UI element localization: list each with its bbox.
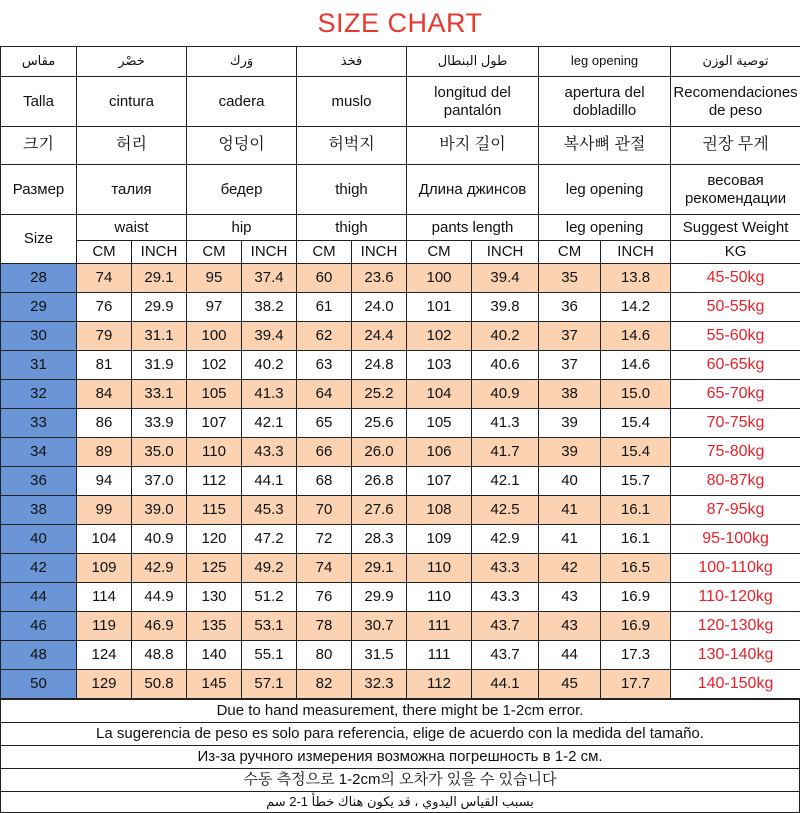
header-size-english: Size	[1, 215, 77, 264]
hip-in-cell: 37.4	[242, 264, 297, 293]
hip-cm-cell: 140	[187, 641, 242, 670]
chart-title: SIZE CHART	[0, 0, 800, 46]
leg-cm-cell: 41	[539, 496, 601, 525]
len-cm-cell: 112	[407, 670, 472, 699]
hip-in-cell: 41.3	[242, 380, 297, 409]
header-leg-opening-english: leg opening	[539, 215, 671, 241]
hip-in-cell: 57.1	[242, 670, 297, 699]
thigh-in-cell: 29.9	[352, 583, 407, 612]
waist-in-cell: 31.9	[132, 351, 187, 380]
size-cell: 42	[1, 554, 77, 583]
size-cell: 31	[1, 351, 77, 380]
thigh-in-cell: 24.8	[352, 351, 407, 380]
leg-cm-cell: 41	[539, 525, 601, 554]
len-in-cell: 43.7	[472, 641, 539, 670]
hip-in-cell: 42.1	[242, 409, 297, 438]
leg-cm-cell: 37	[539, 351, 601, 380]
hip-in-cell: 53.1	[242, 612, 297, 641]
len-in-cell: 43.7	[472, 612, 539, 641]
unit-row	[1, 241, 800, 264]
thigh-cm-cell: 72	[297, 525, 352, 554]
thigh-cm-cell: 78	[297, 612, 352, 641]
header-waist-spanish: cintura	[77, 77, 187, 127]
header-hip-korean: 엉덩이	[187, 127, 297, 165]
leg-in-cell: 17.7	[601, 670, 671, 699]
hip-in-cell: 38.2	[242, 293, 297, 322]
leg-cm-cell: 42	[539, 554, 601, 583]
header-pants-length-korean: 바지 길이	[407, 127, 539, 165]
hip-in-cell: 49.2	[242, 554, 297, 583]
thigh-cm-cell: 64	[297, 380, 352, 409]
size-row	[1, 583, 800, 612]
unit-inch-label: INCH	[601, 241, 671, 264]
size-cell: 50	[1, 670, 77, 699]
thigh-cm-cell: 74	[297, 554, 352, 583]
thigh-in-cell: 28.3	[352, 525, 407, 554]
unit-inch-label: INCH	[472, 241, 539, 264]
thigh-cm-cell: 68	[297, 467, 352, 496]
len-cm-cell: 110	[407, 583, 472, 612]
thigh-in-cell: 26.8	[352, 467, 407, 496]
waist-cm-cell: 104	[77, 525, 132, 554]
thigh-cm-cell: 76	[297, 583, 352, 612]
thigh-in-cell: 24.0	[352, 293, 407, 322]
suggest-weight-cell: 120-130kg	[671, 612, 800, 641]
header-suggest-weight-english: Suggest Weight	[671, 215, 800, 241]
hip-in-cell: 39.4	[242, 322, 297, 351]
hip-in-cell: 51.2	[242, 583, 297, 612]
len-cm-cell: 106	[407, 438, 472, 467]
len-cm-cell: 105	[407, 409, 472, 438]
size-cell: 33	[1, 409, 77, 438]
size-row	[1, 525, 800, 554]
thigh-cm-cell: 61	[297, 293, 352, 322]
leg-cm-cell: 35	[539, 264, 601, 293]
waist-cm-cell: 81	[77, 351, 132, 380]
thigh-in-cell: 29.1	[352, 554, 407, 583]
header-row-russian	[1, 165, 800, 215]
suggest-weight-cell: 70-75kg	[671, 409, 800, 438]
waist-in-cell: 29.1	[132, 264, 187, 293]
leg-cm-cell: 43	[539, 612, 601, 641]
leg-in-cell: 16.9	[601, 583, 671, 612]
waist-in-cell: 42.9	[132, 554, 187, 583]
size-cell: 29	[1, 293, 77, 322]
suggest-weight-cell: 50-55kg	[671, 293, 800, 322]
thigh-cm-cell: 60	[297, 264, 352, 293]
len-cm-cell: 100	[407, 264, 472, 293]
leg-in-cell: 16.9	[601, 612, 671, 641]
thigh-in-cell: 31.5	[352, 641, 407, 670]
hip-cm-cell: 110	[187, 438, 242, 467]
leg-in-cell: 13.8	[601, 264, 671, 293]
header-leg-opening-korean: 복사뼈 관절	[539, 127, 671, 165]
len-cm-cell: 111	[407, 612, 472, 641]
hip-cm-cell: 125	[187, 554, 242, 583]
waist-cm-cell: 86	[77, 409, 132, 438]
header-suggest-weight-russian: весовая рекомендации	[671, 165, 800, 215]
len-in-cell: 43.3	[472, 583, 539, 612]
header-size-spanish: Talla	[1, 77, 77, 127]
leg-in-cell: 15.4	[601, 438, 671, 467]
len-in-cell: 40.6	[472, 351, 539, 380]
size-cell: 38	[1, 496, 77, 525]
header-size-korean: 크기	[1, 127, 77, 165]
leg-cm-cell: 37	[539, 322, 601, 351]
len-cm-cell: 104	[407, 380, 472, 409]
header-hip-russian: бедер	[187, 165, 297, 215]
size-cell: 28	[1, 264, 77, 293]
header-leg-opening-arabic: leg opening	[539, 47, 671, 77]
header-thigh-arabic: فخذ	[297, 47, 407, 77]
waist-cm-cell: 124	[77, 641, 132, 670]
suggest-weight-cell: 140-150kg	[671, 670, 800, 699]
thigh-in-cell: 23.6	[352, 264, 407, 293]
header-suggest-weight-arabic: توصية الوزن	[671, 47, 800, 77]
waist-in-cell: 46.9	[132, 612, 187, 641]
leg-cm-cell: 36	[539, 293, 601, 322]
thigh-cm-cell: 80	[297, 641, 352, 670]
hip-in-cell: 45.3	[242, 496, 297, 525]
header-leg-opening-spanish: apertura del dobladillo	[539, 77, 671, 127]
hip-cm-cell: 120	[187, 525, 242, 554]
hip-cm-cell: 95	[187, 264, 242, 293]
thigh-cm-cell: 70	[297, 496, 352, 525]
hip-cm-cell: 135	[187, 612, 242, 641]
size-row	[1, 293, 800, 322]
header-pants-length-english: pants length	[407, 215, 539, 241]
header-waist-russian: талия	[77, 165, 187, 215]
len-cm-cell: 107	[407, 467, 472, 496]
hip-cm-cell: 112	[187, 467, 242, 496]
size-row	[1, 264, 800, 293]
hip-in-cell: 43.3	[242, 438, 297, 467]
unit-cm-label: CM	[77, 241, 132, 264]
len-in-cell: 41.3	[472, 409, 539, 438]
leg-in-cell: 17.3	[601, 641, 671, 670]
thigh-cm-cell: 82	[297, 670, 352, 699]
suggest-weight-cell: 100-110kg	[671, 554, 800, 583]
header-waist-english: waist	[77, 215, 187, 241]
size-cell: 30	[1, 322, 77, 351]
leg-cm-cell: 38	[539, 380, 601, 409]
note-line: Due to hand measurement, there might be 1-2cm error.	[1, 700, 800, 723]
unit-kg-label: KG	[671, 241, 800, 264]
hip-cm-cell: 105	[187, 380, 242, 409]
hip-cm-cell: 100	[187, 322, 242, 351]
suggest-weight-cell: 95-100kg	[671, 525, 800, 554]
notes-table	[0, 699, 800, 813]
thigh-in-cell: 25.2	[352, 380, 407, 409]
size-cell: 44	[1, 583, 77, 612]
waist-cm-cell: 79	[77, 322, 132, 351]
waist-cm-cell: 114	[77, 583, 132, 612]
size-cell: 36	[1, 467, 77, 496]
len-cm-cell: 101	[407, 293, 472, 322]
leg-cm-cell: 40	[539, 467, 601, 496]
header-thigh-english: thigh	[297, 215, 407, 241]
header-pants-length-arabic: طول البنطال	[407, 47, 539, 77]
size-row	[1, 322, 800, 351]
leg-in-cell: 15.4	[601, 409, 671, 438]
unit-inch-label: INCH	[132, 241, 187, 264]
unit-inch-label: INCH	[352, 241, 407, 264]
note-line: بسبب القياس اليدوي ، قد يكون هناك خطأ 1-2 سم	[1, 792, 800, 813]
len-cm-cell: 109	[407, 525, 472, 554]
size-row	[1, 351, 800, 380]
header-leg-opening-russian: leg opening	[539, 165, 671, 215]
suggest-weight-cell: 110-120kg	[671, 583, 800, 612]
leg-in-cell: 16.1	[601, 525, 671, 554]
size-chart-table	[0, 46, 800, 699]
unit-inch-label: INCH	[242, 241, 297, 264]
len-cm-cell: 102	[407, 322, 472, 351]
len-in-cell: 42.5	[472, 496, 539, 525]
hip-in-cell: 44.1	[242, 467, 297, 496]
thigh-in-cell: 24.4	[352, 322, 407, 351]
thigh-cm-cell: 62	[297, 322, 352, 351]
hip-cm-cell: 145	[187, 670, 242, 699]
len-in-cell: 43.3	[472, 554, 539, 583]
size-row	[1, 554, 800, 583]
thigh-in-cell: 32.3	[352, 670, 407, 699]
header-thigh-russian: thigh	[297, 165, 407, 215]
thigh-in-cell: 27.6	[352, 496, 407, 525]
size-row	[1, 438, 800, 467]
thigh-cm-cell: 66	[297, 438, 352, 467]
len-in-cell: 40.2	[472, 322, 539, 351]
leg-cm-cell: 43	[539, 583, 601, 612]
header-hip-spanish: cadera	[187, 77, 297, 127]
size-row	[1, 467, 800, 496]
suggest-weight-cell: 130-140kg	[671, 641, 800, 670]
len-in-cell: 39.8	[472, 293, 539, 322]
size-row	[1, 641, 800, 670]
waist-cm-cell: 119	[77, 612, 132, 641]
size-row	[1, 670, 800, 699]
hip-cm-cell: 102	[187, 351, 242, 380]
header-suggest-weight-spanish: Recomendaciones de peso	[671, 77, 800, 127]
size-cell: 48	[1, 641, 77, 670]
waist-cm-cell: 99	[77, 496, 132, 525]
waist-in-cell: 31.1	[132, 322, 187, 351]
suggest-weight-cell: 65-70kg	[671, 380, 800, 409]
suggest-weight-cell: 87-95kg	[671, 496, 800, 525]
note-line: La sugerencia de peso es solo para referencia, elige de acuerdo con la medida del tamaño.	[1, 723, 800, 746]
waist-cm-cell: 89	[77, 438, 132, 467]
thigh-cm-cell: 63	[297, 351, 352, 380]
leg-in-cell: 16.5	[601, 554, 671, 583]
len-in-cell: 41.7	[472, 438, 539, 467]
leg-in-cell: 16.1	[601, 496, 671, 525]
hip-cm-cell: 107	[187, 409, 242, 438]
waist-cm-cell: 109	[77, 554, 132, 583]
len-in-cell: 40.9	[472, 380, 539, 409]
size-cell: 40	[1, 525, 77, 554]
waist-cm-cell: 74	[77, 264, 132, 293]
waist-in-cell: 33.1	[132, 380, 187, 409]
waist-in-cell: 48.8	[132, 641, 187, 670]
hip-in-cell: 55.1	[242, 641, 297, 670]
size-cell: 46	[1, 612, 77, 641]
note-line: Из-за ручного измерения возможна погрешность в 1-2 см.	[1, 746, 800, 769]
waist-in-cell: 37.0	[132, 467, 187, 496]
suggest-weight-cell: 55-60kg	[671, 322, 800, 351]
leg-in-cell: 15.0	[601, 380, 671, 409]
header-pants-length-russian: Длина джинсов	[407, 165, 539, 215]
header-thigh-korean: 허벅지	[297, 127, 407, 165]
unit-cm-label: CM	[407, 241, 472, 264]
leg-cm-cell: 39	[539, 438, 601, 467]
header-suggest-weight-korean: 권장 무게	[671, 127, 800, 165]
size-row	[1, 409, 800, 438]
header-row-spanish	[1, 77, 800, 127]
waist-in-cell: 39.0	[132, 496, 187, 525]
size-cell: 32	[1, 380, 77, 409]
header-size-arabic: مقاس	[1, 47, 77, 77]
len-cm-cell: 108	[407, 496, 472, 525]
leg-cm-cell: 44	[539, 641, 601, 670]
thigh-in-cell: 25.6	[352, 409, 407, 438]
header-row-arabic	[1, 47, 800, 77]
waist-cm-cell: 129	[77, 670, 132, 699]
size-row	[1, 380, 800, 409]
leg-in-cell: 15.7	[601, 467, 671, 496]
waist-in-cell: 35.0	[132, 438, 187, 467]
header-pants-length-spanish: longitud del pantalón	[407, 77, 539, 127]
header-hip-english: hip	[187, 215, 297, 241]
unit-cm-label: CM	[187, 241, 242, 264]
header-row-english	[1, 215, 800, 241]
unit-cm-label: CM	[297, 241, 352, 264]
thigh-in-cell: 30.7	[352, 612, 407, 641]
len-cm-cell: 110	[407, 554, 472, 583]
unit-cm-label: CM	[539, 241, 601, 264]
waist-cm-cell: 94	[77, 467, 132, 496]
leg-in-cell: 14.2	[601, 293, 671, 322]
waist-in-cell: 50.8	[132, 670, 187, 699]
len-in-cell: 39.4	[472, 264, 539, 293]
len-cm-cell: 103	[407, 351, 472, 380]
waist-cm-cell: 84	[77, 380, 132, 409]
leg-cm-cell: 39	[539, 409, 601, 438]
hip-in-cell: 47.2	[242, 525, 297, 554]
leg-in-cell: 14.6	[601, 322, 671, 351]
len-cm-cell: 111	[407, 641, 472, 670]
hip-cm-cell: 97	[187, 293, 242, 322]
header-row-korean	[1, 127, 800, 165]
header-size-russian: Размер	[1, 165, 77, 215]
leg-cm-cell: 45	[539, 670, 601, 699]
len-in-cell: 42.9	[472, 525, 539, 554]
suggest-weight-cell: 80-87kg	[671, 467, 800, 496]
waist-cm-cell: 76	[77, 293, 132, 322]
waist-in-cell: 33.9	[132, 409, 187, 438]
hip-cm-cell: 115	[187, 496, 242, 525]
header-waist-korean: 허리	[77, 127, 187, 165]
thigh-in-cell: 26.0	[352, 438, 407, 467]
hip-in-cell: 40.2	[242, 351, 297, 380]
size-row	[1, 612, 800, 641]
leg-in-cell: 14.6	[601, 351, 671, 380]
note-line: 수동 측정으로 1-2cm의 오차가 있을 수 있습니다	[1, 769, 800, 792]
suggest-weight-cell: 60-65kg	[671, 351, 800, 380]
len-in-cell: 42.1	[472, 467, 539, 496]
waist-in-cell: 44.9	[132, 583, 187, 612]
waist-in-cell: 29.9	[132, 293, 187, 322]
size-row	[1, 496, 800, 525]
header-thigh-spanish: muslo	[297, 77, 407, 127]
header-waist-arabic: خصْر	[77, 47, 187, 77]
thigh-cm-cell: 65	[297, 409, 352, 438]
suggest-weight-cell: 75-80kg	[671, 438, 800, 467]
len-in-cell: 44.1	[472, 670, 539, 699]
header-hip-arabic: وَرك	[187, 47, 297, 77]
hip-cm-cell: 130	[187, 583, 242, 612]
waist-in-cell: 40.9	[132, 525, 187, 554]
size-cell: 34	[1, 438, 77, 467]
suggest-weight-cell: 45-50kg	[671, 264, 800, 293]
